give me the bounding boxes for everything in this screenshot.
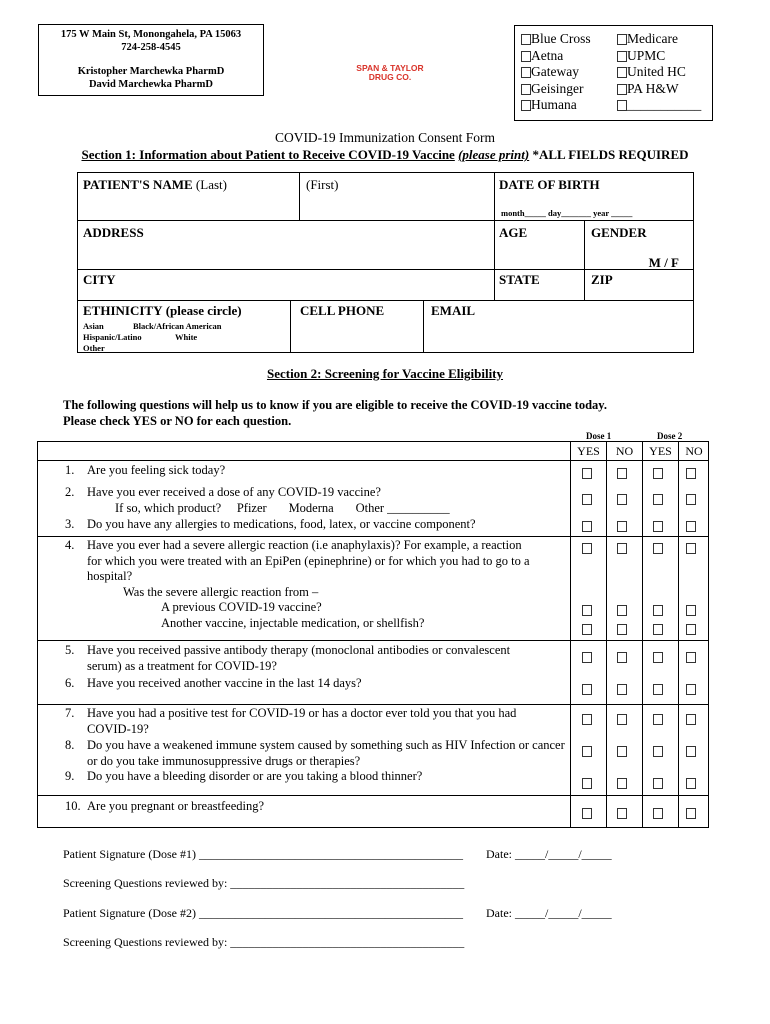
zip-label: ZIP (591, 272, 613, 287)
date-dose2[interactable]: Date: _____/_____/_____ (486, 906, 612, 920)
checkbox-icon[interactable] (617, 67, 627, 78)
insurance-option[interactable]: PA H&W (617, 81, 701, 98)
cell-phone-field[interactable] (300, 303, 384, 319)
answer-checkbox[interactable] (653, 808, 663, 819)
state-label: STATE (499, 272, 540, 287)
ethnicity-option-other[interactable]: Other (83, 343, 105, 353)
answer-checkbox[interactable] (582, 778, 592, 789)
insurance-option[interactable]: ___________ (617, 97, 701, 114)
section1-title (0, 147, 770, 163)
pharmacy-address: 175 W Main St, Monongahela, PA 15063 (60, 29, 242, 40)
answer-checkbox[interactable] (653, 714, 663, 725)
date-dose1[interactable]: Date: _____/_____/_____ (486, 847, 612, 861)
dose2-no-header: NO (685, 444, 703, 458)
zip-field[interactable] (591, 272, 613, 288)
answer-checkbox[interactable] (582, 468, 592, 479)
answer-checkbox[interactable] (686, 494, 696, 505)
question-8: 8. Do you have a weakened immune system caused by something such as HIV Infection or cancer or do you take immunosuppressive drugs or therapies? (65, 738, 565, 768)
answer-checkbox[interactable] (582, 746, 592, 757)
answer-checkbox[interactable] (686, 746, 696, 757)
section1-heading: Section 1: Information about Patient to Receive COVID-19 Vaccine (81, 147, 455, 162)
checkbox-icon[interactable] (617, 34, 627, 45)
first-name-label: (First) (306, 177, 339, 192)
question-1: 1. Are you feeling sick today? (65, 463, 226, 477)
dob-label: DATE OF BIRTH (499, 177, 600, 192)
patient-signature-dose2[interactable]: Patient Signature (Dose #2) ____________________________________________ (63, 906, 463, 920)
answer-checkbox[interactable] (686, 468, 696, 479)
answer-checkbox[interactable] (582, 808, 592, 819)
age-label: AGE (499, 225, 528, 240)
insurance-option[interactable]: Geisinger (521, 81, 591, 98)
question-6: 6. Have you received another vaccine in the last 14 days? (65, 676, 362, 690)
answer-checkbox[interactable] (686, 652, 696, 663)
checkbox-icon[interactable] (521, 84, 531, 95)
checkbox-icon[interactable] (521, 100, 531, 111)
answer-checkbox[interactable] (653, 684, 663, 695)
answer-checkbox[interactable] (653, 652, 663, 663)
checkbox-icon[interactable] (521, 51, 531, 62)
age-field[interactable] (499, 225, 527, 241)
insurance-right-list (617, 31, 701, 114)
checkbox-icon[interactable] (521, 34, 531, 45)
patient-name-label: PATIENT'S NAME (83, 177, 193, 192)
answer-checkbox[interactable] (653, 746, 663, 757)
insurance-option[interactable]: UPMC (617, 48, 701, 65)
patient-name-last-field[interactable] (83, 177, 227, 193)
answer-checkbox[interactable] (686, 605, 696, 616)
answer-checkbox[interactable] (617, 684, 627, 695)
email-field[interactable] (431, 303, 475, 319)
patient-name-first-field[interactable] (306, 177, 339, 193)
pharmacist-1: Kristopher Marchewka PharmD (77, 66, 225, 77)
gender-label: GENDER (591, 225, 647, 240)
city-label: CITY (83, 272, 116, 287)
section1-required-note: *ALL FIELDS REQUIRED (529, 147, 689, 162)
answer-checkbox[interactable] (617, 808, 627, 819)
form-title: COVID-19 Immunization Consent Form (274, 130, 496, 145)
question-4: 4. Have you ever had a severe allergic reaction (i.e anaphylaxis)? For example, a reaction for which you were treated with an EpiPen (epinephrine) or for which you had to go to a hospital? Was the severe allergic reaction from – A previous COVID-19 vaccine? Another vaccine, injectable medication, or shellfish? (65, 538, 530, 630)
address-field[interactable] (83, 225, 144, 241)
answer-checkbox[interactable] (582, 684, 592, 695)
answer-checkbox[interactable] (653, 543, 663, 554)
answer-checkbox[interactable] (653, 468, 663, 479)
answer-checkbox[interactable] (582, 652, 592, 663)
answer-checkbox[interactable] (617, 494, 627, 505)
patient-signature-dose1[interactable]: Patient Signature (Dose #1) ____________________________________________ (63, 847, 463, 861)
checkbox-icon[interactable] (617, 84, 627, 95)
gender-options: M / F (648, 255, 679, 270)
insurance-option[interactable]: Medicare (617, 31, 701, 48)
ethnicity-option-white[interactable]: White (175, 332, 198, 342)
question-10: 10. Are you pregnant or breastfeeding? (65, 799, 265, 813)
insurance-option[interactable]: Gateway (521, 64, 591, 81)
logo-line-2: DRUG CO. (368, 72, 412, 82)
section2-intro-line2: Please check YES or NO for each question. (63, 413, 292, 428)
dose1-no-header: NO (615, 444, 634, 458)
date-of-birth-field[interactable] (499, 177, 689, 221)
ethnicity-hint: (please circle) (165, 303, 242, 318)
dose1-yes-header: YES (577, 444, 600, 458)
question-9: 9. Do you have a bleeding disorder or are you taking a blood thinner? (65, 769, 423, 783)
answer-checkbox[interactable] (582, 605, 592, 616)
pharmacy-phone: 724-258-4545 (121, 42, 181, 53)
answer-checkbox[interactable] (653, 624, 663, 635)
question-2: 2. Have you ever received a dose of any COVID-19 vaccine? If so, which product? Pfizer Moderna Other __________ (65, 485, 450, 515)
state-field[interactable] (499, 272, 540, 288)
answer-checkbox[interactable] (617, 778, 627, 789)
dose2-yes-header: YES (649, 444, 672, 458)
pharmacy-info-box (38, 24, 264, 96)
ethnicity-option-hispanic[interactable]: Hispanic/Latino (83, 332, 142, 342)
pharmacist-2: David Marchewka PharmD (88, 79, 214, 90)
answer-checkbox[interactable] (617, 468, 627, 479)
answer-checkbox[interactable] (653, 605, 663, 616)
answer-checkbox[interactable] (686, 778, 696, 789)
email-label: EMAIL (431, 303, 476, 318)
answer-checkbox[interactable] (653, 778, 663, 789)
checkbox-icon[interactable] (521, 67, 531, 78)
gender-field[interactable] (591, 225, 691, 269)
answer-checkbox[interactable] (582, 714, 592, 725)
patient-info-table (77, 172, 694, 353)
answer-checkbox[interactable] (686, 521, 696, 532)
answer-checkbox[interactable] (582, 494, 592, 505)
ethnicity-option-black[interactable]: Black/African American (133, 321, 222, 331)
answer-checkbox[interactable] (686, 714, 696, 725)
dose1-header: Dose 1 (586, 431, 612, 441)
question-3: 3. Do you have any allergies to medications, food, latex, or vaccine component? (65, 517, 476, 531)
section1-print-note: (please print) (458, 147, 530, 162)
address-label: ADDRESS (83, 225, 144, 240)
last-name-label: (Last) (195, 177, 227, 192)
answer-checkbox[interactable] (582, 543, 592, 554)
answer-checkbox[interactable] (653, 521, 663, 532)
answer-checkbox[interactable] (617, 652, 627, 663)
section2-intro (63, 398, 753, 429)
ethnicity-option-asian[interactable]: Asian (83, 321, 104, 331)
answer-checkbox[interactable] (653, 494, 663, 505)
answer-checkbox[interactable] (582, 624, 592, 635)
reviewer-signature-dose1[interactable]: Screening Questions reviewed by: _______________________________________ (63, 876, 465, 890)
insurance-box (514, 25, 713, 121)
answer-checkbox[interactable] (686, 624, 696, 635)
answer-checkbox[interactable] (686, 808, 696, 819)
answer-checkbox[interactable] (686, 684, 696, 695)
insurance-left-list (521, 31, 591, 114)
dose2-header: Dose 2 (657, 431, 683, 441)
logo-line-1: SPAN & TAYLOR (356, 63, 424, 73)
insurance-option[interactable]: Blue Cross (521, 31, 591, 48)
city-field[interactable] (83, 272, 116, 288)
dob-format: month_____ day_______ year _____ (501, 208, 633, 218)
question-7: 7. Have you had a positive test for COVID-19 or has a doctor ever told you that you had COVID-19? (65, 706, 517, 736)
checkbox-icon[interactable] (617, 51, 627, 62)
answer-checkbox[interactable] (617, 624, 627, 635)
insurance-option[interactable]: Humana (521, 97, 591, 114)
answer-checkbox[interactable] (617, 746, 627, 757)
answer-checkbox[interactable] (686, 543, 696, 554)
answer-checkbox[interactable] (617, 543, 627, 554)
ethnicity-field[interactable] (83, 303, 288, 354)
section2-intro-line1: The following questions will help us to know if you are eligible to receive the COVID-19 vaccine today. (63, 398, 607, 412)
answer-checkbox[interactable] (617, 605, 627, 616)
checkbox-icon[interactable] (617, 100, 627, 111)
pharmacy-logo (340, 64, 440, 82)
cell-phone-label: CELL PHONE (300, 303, 385, 318)
reviewer-signature-dose2[interactable]: Screening Questions reviewed by: _______________________________________ (63, 935, 465, 949)
answer-checkbox[interactable] (617, 714, 627, 725)
insurance-option[interactable]: United HC (617, 64, 701, 81)
ethnicity-label: ETHINICITY (83, 303, 163, 318)
section2-title: Section 2: Screening for Vaccine Eligibility (266, 366, 504, 381)
question-5: 5. Have you received passive antibody therapy (monoclonal antibodies or convalescent serum) as a treatment for COVID-19? (65, 643, 511, 673)
insurance-option[interactable]: Aetna (521, 48, 591, 65)
answer-checkbox[interactable] (617, 521, 627, 532)
answer-checkbox[interactable] (582, 521, 592, 532)
